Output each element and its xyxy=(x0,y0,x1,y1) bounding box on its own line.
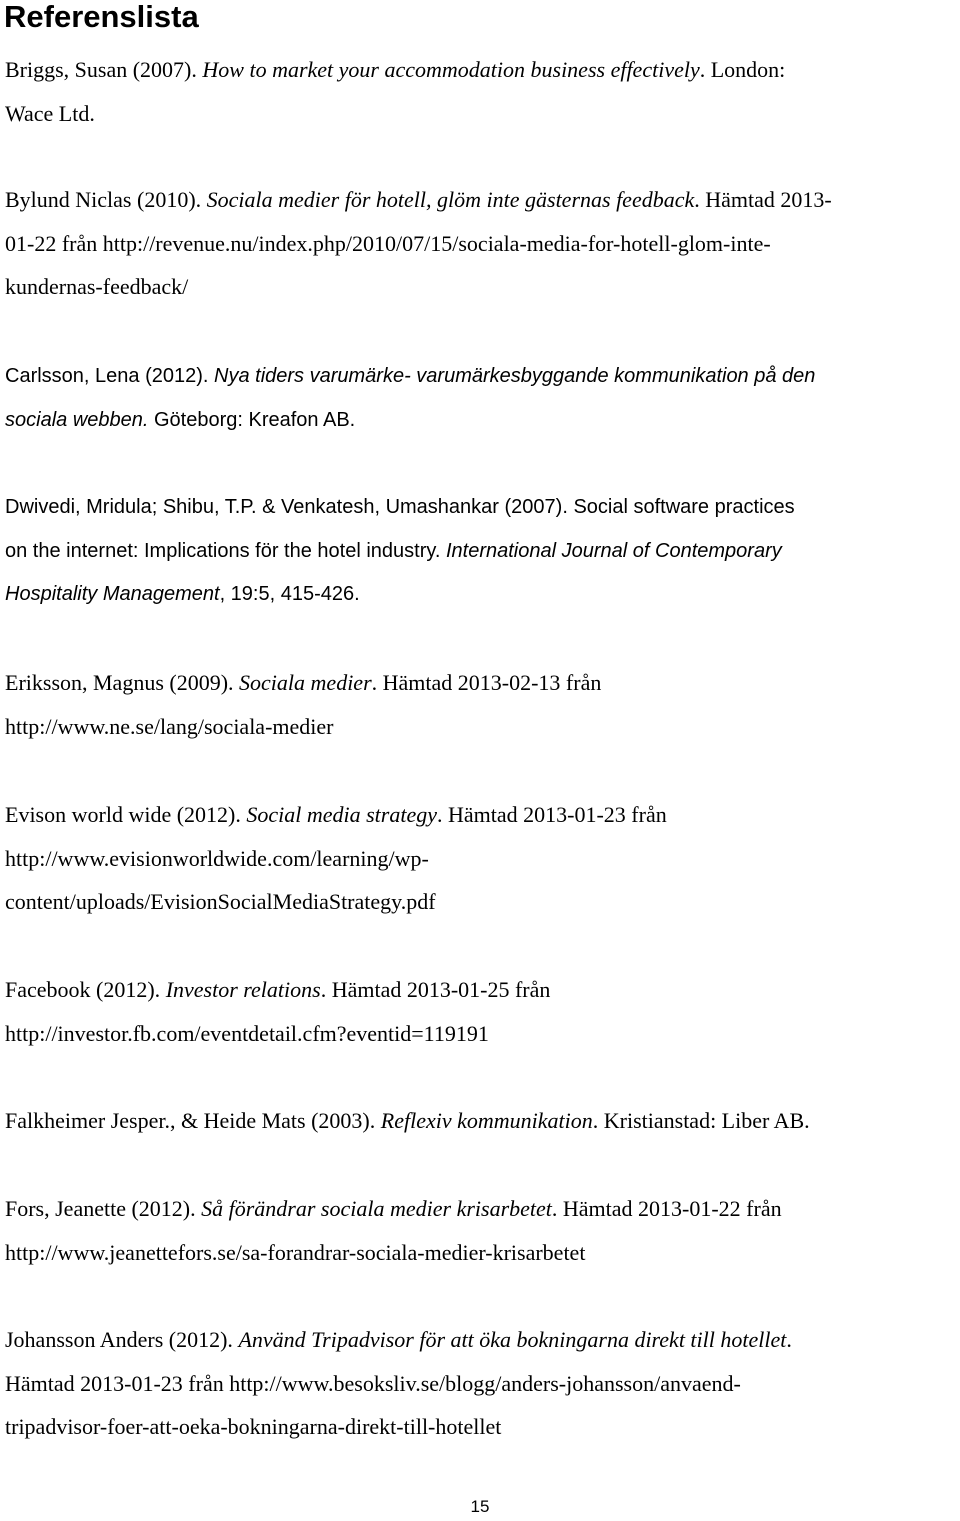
reference-title: Så förändrar sociala medier krisarbetet xyxy=(201,1196,552,1221)
reference-text: Johansson Anders (2012). xyxy=(5,1327,239,1352)
reference-text: Dwivedi, Mridula; Shibu, T.P. & Venkatesh, Umashankar (2007). Social software practices xyxy=(5,496,795,518)
reference-line xyxy=(5,1187,942,1231)
reference-line xyxy=(5,1362,942,1406)
reference-text: tripadvisor-foer-att-oeka-bokningarna-direkt-till-hotellet xyxy=(5,1414,502,1439)
reference-text: Carlsson, Lena (2012). xyxy=(5,365,215,387)
reference-entry xyxy=(5,1318,942,1449)
reference-text: Falkheimer Jesper., & Heide Mats (2003). xyxy=(5,1108,381,1133)
reference-entry xyxy=(5,486,942,617)
reference-text: Fors, Jeanette (2012). xyxy=(5,1196,202,1221)
reference-text: http://www.ne.se/lang/sociala-medier xyxy=(5,713,334,739)
reference-line xyxy=(5,1318,942,1362)
reference-text: . xyxy=(786,1327,792,1352)
reference-line xyxy=(5,530,942,574)
reference-entry xyxy=(5,48,942,135)
reference-line xyxy=(5,573,942,617)
reference-entry xyxy=(5,968,942,1055)
reference-line xyxy=(5,1405,942,1449)
page-number: 15 xyxy=(470,1497,490,1516)
reference-text: . Hämtad 2013-01-23 från xyxy=(437,802,667,827)
reference-entry xyxy=(5,793,942,924)
reference-title: Reflexiv kommunikation xyxy=(380,1108,593,1133)
reference-title: Hospitality Management xyxy=(5,583,220,605)
reference-entry xyxy=(5,1099,942,1143)
reference-line xyxy=(5,48,942,92)
reference-text: Facebook (2012). xyxy=(5,977,166,1002)
reference-title: How to market your accommodation business effectively xyxy=(202,57,700,82)
reference-line xyxy=(5,880,942,924)
reference-title: sociala webben. xyxy=(5,408,149,431)
reference-line xyxy=(5,486,942,530)
reference-line xyxy=(5,837,942,881)
reference-text: . Hämtad 2013-01-22 från xyxy=(551,1196,782,1221)
reference-line xyxy=(5,661,942,705)
reference-text: http://www.evisionworldwide.com/learning/wp- xyxy=(5,845,429,871)
reference-entry xyxy=(5,178,942,309)
reference-line xyxy=(5,793,942,837)
reference-text: Eriksson, Magnus (2009). xyxy=(5,670,240,695)
reference-text: http://www.jeanettefors.se/sa-forandrar-sociala-medier-krisarbetet xyxy=(5,1239,586,1265)
reference-line xyxy=(5,705,942,749)
reference-line xyxy=(5,355,942,399)
reference-text: Wace Ltd. xyxy=(5,100,95,126)
reference-text: . London: xyxy=(699,57,786,82)
reference-line xyxy=(5,265,942,309)
reference-line xyxy=(5,178,942,222)
reference-text: Bylund Niclas (2010). xyxy=(5,187,207,212)
reference-line xyxy=(5,1231,942,1275)
reference-title: Investor relations xyxy=(165,977,321,1002)
reference-line xyxy=(5,1012,942,1056)
reference-line xyxy=(5,92,942,136)
reference-line xyxy=(5,968,942,1012)
reference-entry xyxy=(5,661,942,748)
reference-title: Sociala medier för hotell, glöm inte gästernas feedback xyxy=(206,187,695,212)
reference-line xyxy=(5,222,942,266)
reference-text: Hämtad 2013-01-23 från http://www.besoksliv.se/blogg/anders-johansson/anvaend- xyxy=(5,1370,741,1396)
reference-text: 01-22 från http://revenue.nu/index.php/2010/07/15/sociala-media-for-hotell-glom-inte- xyxy=(5,230,771,256)
reference-text: on the internet: Implications för the hotel industry. xyxy=(5,539,446,562)
reference-text: http://investor.fb.com/eventdetail.cfm?eventid=119191 xyxy=(5,1020,489,1046)
reference-title: Använd Tripadvisor för att öka bokningarna direkt till hotellet xyxy=(238,1327,787,1352)
reference-text: Briggs, Susan (2007). xyxy=(5,57,203,82)
reference-line xyxy=(5,399,942,443)
reference-entry xyxy=(5,1187,942,1274)
reference-entry xyxy=(5,355,942,442)
reference-text: . Hämtad 2013-02-13 från xyxy=(371,670,602,695)
reference-title: Nya tiders varumärke- varumärkesbyggande kommunikation på den xyxy=(214,365,816,387)
reference-text: kundernas-feedback/ xyxy=(5,274,189,299)
page-title: Referenslista xyxy=(4,0,199,34)
reference-line xyxy=(5,1099,942,1143)
reference-text: . Hämtad 2013-01-25 från xyxy=(320,977,551,1002)
reference-title: International Journal of Contemporary xyxy=(445,539,782,562)
reference-text: Göteborg: Kreafon AB. xyxy=(148,408,356,431)
reference-title: Sociala medier xyxy=(239,670,372,695)
reference-text: , 19:5, 415-426. xyxy=(219,583,360,605)
reference-text: . Kristianstad: Liber AB. xyxy=(592,1108,810,1133)
reference-text: . Hämtad 2013- xyxy=(694,187,832,212)
reference-text: content/uploads/EvisionSocialMediaStrategy.pdf xyxy=(5,889,436,914)
reference-title: Social media strategy xyxy=(246,802,437,827)
reference-text: Evison world wide (2012). xyxy=(5,802,247,827)
